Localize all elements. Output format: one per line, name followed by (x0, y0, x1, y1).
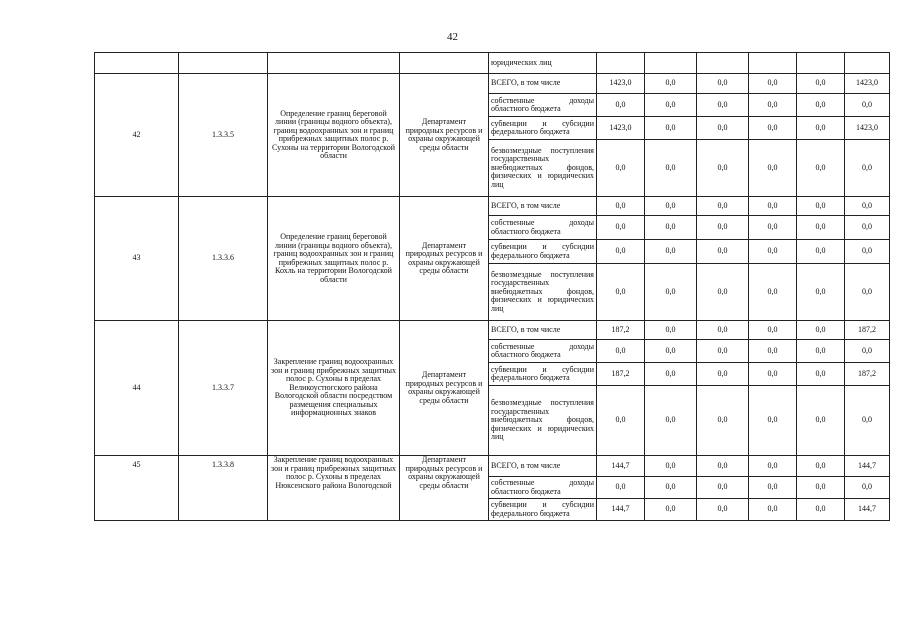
value-cell: 0,0 (845, 140, 890, 197)
value-cell: 0,0 (645, 321, 697, 340)
value-cell: 0,0 (749, 197, 797, 216)
source-total: ВСЕГО, в том числе (489, 321, 597, 340)
value-cell: 0,0 (797, 477, 845, 499)
value-cell: 0,0 (845, 340, 890, 363)
value-cell: 0,0 (597, 240, 645, 264)
value-cell: 0,0 (597, 140, 645, 197)
value-cell: 0,0 (697, 456, 749, 477)
value-cell: 0,0 (749, 340, 797, 363)
row-code: 1.3.3.5 (179, 74, 268, 197)
row-code: 1.3.3.7 (179, 321, 268, 456)
value-cell: 1423,0 (597, 74, 645, 94)
value-cell: 0,0 (749, 264, 797, 321)
value-cell: 187,2 (845, 321, 890, 340)
table-row (95, 456, 890, 477)
value-cell: 0,0 (645, 386, 697, 456)
value-cell: 0,0 (645, 477, 697, 499)
value-cell: 0,0 (797, 117, 845, 140)
source-subsidies: субвенции и субсидии федерального бюджета (489, 363, 597, 386)
value-cell: 0,0 (845, 386, 890, 456)
value-cell: 0,0 (797, 197, 845, 216)
value-cell: 0,0 (749, 74, 797, 94)
row-number: 44 (95, 321, 179, 456)
value-cell: 0,0 (645, 340, 697, 363)
value-cell: 0,0 (697, 140, 749, 197)
value-cell: 0,0 (645, 499, 697, 521)
value-cell: 144,7 (845, 499, 890, 521)
value-cell: 0,0 (645, 94, 697, 117)
value-cell: 0,0 (749, 499, 797, 521)
value-cell: 0,0 (797, 363, 845, 386)
value-cell: 1423,0 (845, 74, 890, 94)
value-cell: 0,0 (645, 363, 697, 386)
row-department: Департамент природных ресурсов и охраны окружающей среды области (400, 74, 489, 197)
row-number: 43 (95, 197, 179, 321)
value-cell: 0,0 (645, 117, 697, 140)
value-cell: 1423,0 (597, 117, 645, 140)
row-description: Закрепление границ водоохранных зон и границ прибрежных защитных полос р. Сухоны в пределах Нюксенского района Вологодской (268, 456, 400, 521)
source-own: собственные доходы областного бюджета (489, 216, 597, 240)
value-cell: 0,0 (749, 240, 797, 264)
value-cell: 0,0 (697, 197, 749, 216)
source-total: ВСЕГО, в том числе (489, 74, 597, 94)
value-cell: 0,0 (645, 197, 697, 216)
source-subsidies: субвенции и субсидии федерального бюджета (489, 499, 597, 521)
value-cell: 0,0 (749, 363, 797, 386)
value-cell: 0,0 (697, 117, 749, 140)
row-code: 1.3.3.8 (179, 456, 268, 521)
row-code: 1.3.3.6 (179, 197, 268, 321)
row-number: 42 (95, 74, 179, 197)
source-gratuitous: безвозмездные поступления государственных внебюджетных фондов, физических и юридических лиц (489, 140, 597, 197)
source-gratuitous: безвозмездные поступления государственных внебюджетных фондов, физических и юридических лиц (489, 386, 597, 456)
row-description: Закрепление границ водоохранных зон и границ прибрежных защитных полос р. Сухоны в пределах Великоустюгского района Вологодской области посредством размещения специальных информационных знаков (268, 321, 400, 456)
value-cell: 0,0 (749, 321, 797, 340)
value-cell: 0,0 (845, 94, 890, 117)
value-cell: 0,0 (749, 216, 797, 240)
value-cell: 0,0 (797, 140, 845, 197)
source-subsidies: субвенции и субсидии федерального бюджета (489, 117, 597, 140)
value-cell: 0,0 (597, 94, 645, 117)
source-own: собственные доходы областного бюджета (489, 94, 597, 117)
value-cell: 0,0 (797, 340, 845, 363)
row-description: Определение границ береговой линии (границы водного объекта), границ водоохранных зон и границ прибрежных защитных полос р. Сухоны на территории Вологодской области (268, 74, 400, 197)
value-cell: 0,0 (845, 216, 890, 240)
value-cell: 0,0 (749, 477, 797, 499)
source-own: собственные доходы областного бюджета (489, 477, 597, 499)
value-cell: 0,0 (749, 117, 797, 140)
value-cell: 0,0 (697, 340, 749, 363)
value-cell: 0,0 (749, 140, 797, 197)
value-cell: 0,0 (697, 499, 749, 521)
value-cell: 0,0 (845, 240, 890, 264)
value-cell: 0,0 (797, 240, 845, 264)
value-cell: 0,0 (645, 264, 697, 321)
value-cell: 0,0 (845, 477, 890, 499)
value-cell: 0,0 (797, 216, 845, 240)
value-cell: 0,0 (749, 94, 797, 117)
source-total: ВСЕГО, в том числе (489, 456, 597, 477)
source-gratuitous: безвозмездные поступления государственных внебюджетных фондов, физических и юридических лиц (489, 264, 597, 321)
source-cell: юридических лиц (489, 53, 597, 74)
value-cell: 0,0 (697, 477, 749, 499)
value-cell: 0,0 (697, 74, 749, 94)
row-number: 45 (95, 456, 179, 521)
row-department: Департамент природных ресурсов и охраны окружающей среды области (400, 197, 489, 321)
value-cell: 0,0 (597, 197, 645, 216)
value-cell: 0,0 (645, 216, 697, 240)
source-subsidies: субвенции и субсидии федерального бюджета (489, 240, 597, 264)
value-cell: 187,2 (597, 363, 645, 386)
value-cell: 0,0 (645, 74, 697, 94)
value-cell: 0,0 (797, 264, 845, 321)
row-department: Департамент природных ресурсов и охраны окружающей среды области (400, 321, 489, 456)
value-cell: 0,0 (797, 74, 845, 94)
value-cell: 0,0 (697, 386, 749, 456)
value-cell: 0,0 (645, 456, 697, 477)
row-department: Департамент природных ресурсов и охраны окружающей среды области (400, 456, 489, 521)
budget-table (94, 52, 890, 521)
value-cell: 0,0 (797, 386, 845, 456)
value-cell: 0,0 (597, 386, 645, 456)
value-cell: 0,0 (645, 140, 697, 197)
source-own: собственные доходы областного бюджета (489, 340, 597, 363)
source-total: ВСЕГО, в том числе (489, 197, 597, 216)
table-row (95, 74, 890, 94)
value-cell: 0,0 (697, 363, 749, 386)
value-cell: 0,0 (845, 264, 890, 321)
value-cell: 0,0 (749, 456, 797, 477)
value-cell: 187,2 (597, 321, 645, 340)
page-number: 42 (447, 31, 458, 43)
value-cell: 144,7 (597, 456, 645, 477)
value-cell: 0,0 (697, 321, 749, 340)
value-cell: 0,0 (797, 321, 845, 340)
value-cell: 187,2 (845, 363, 890, 386)
table-row (95, 197, 890, 216)
value-cell: 144,7 (845, 456, 890, 477)
value-cell: 0,0 (797, 499, 845, 521)
value-cell: 0,0 (597, 477, 645, 499)
value-cell: 0,0 (597, 340, 645, 363)
value-cell: 0,0 (697, 240, 749, 264)
value-cell: 0,0 (597, 216, 645, 240)
value-cell: 0,0 (697, 264, 749, 321)
row-description: Определение границ береговой линии (границы водного объекта), границ водоохранных зон и границ прибрежных защитных полос р. Кохль на территории Вологодской области (268, 197, 400, 321)
value-cell: 0,0 (597, 264, 645, 321)
value-cell: 0,0 (797, 456, 845, 477)
value-cell: 0,0 (749, 386, 797, 456)
value-cell: 1423,0 (845, 117, 890, 140)
value-cell: 144,7 (597, 499, 645, 521)
value-cell: 0,0 (797, 94, 845, 117)
table-row-continuation (95, 53, 890, 74)
table-row (95, 321, 890, 340)
value-cell: 0,0 (645, 240, 697, 264)
value-cell: 0,0 (845, 197, 890, 216)
value-cell: 0,0 (697, 216, 749, 240)
value-cell: 0,0 (697, 94, 749, 117)
